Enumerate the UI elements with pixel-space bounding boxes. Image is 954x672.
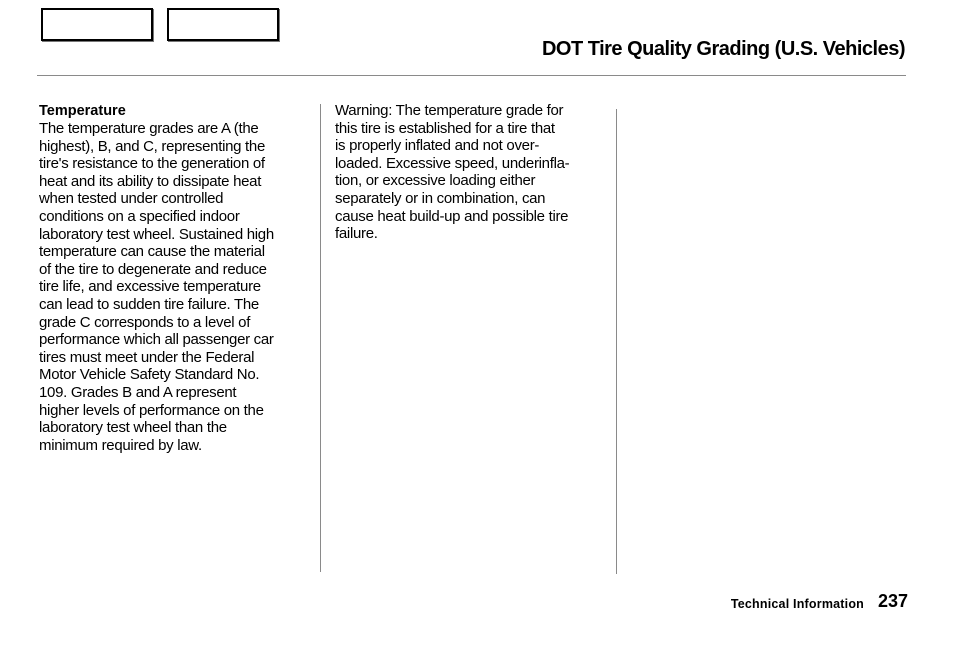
text-line: is properly inflated and not over- (335, 137, 540, 155)
text-line: tire life, and excessive temperature (39, 278, 261, 296)
temperature-paragraph (39, 120, 317, 454)
text-line: of the tire to degenerate and reduce (39, 260, 267, 278)
text-line: 109. Grades B and A represent (39, 383, 237, 401)
text-line: heat and its ability to dissipate heat (39, 172, 262, 190)
text-line: loaded. Excessive speed, underinfla- (335, 154, 570, 172)
text-line: temperature can cause the material (39, 243, 265, 261)
text-line: can lead to sudden tire failure. The (39, 295, 259, 313)
header-divider (37, 75, 906, 76)
text-line: The temperature grades are A (the (39, 120, 259, 137)
text-line: tire's resistance to the generation of (39, 155, 265, 173)
column-divider (616, 109, 617, 574)
text-line: higher levels of performance on the (39, 401, 264, 419)
footer-section-label: Technical Information (730, 597, 864, 611)
text-line: this tire is established for a tire that (335, 119, 555, 137)
text-line: grade C corresponds to a level of (39, 313, 251, 331)
column-left (39, 102, 317, 454)
section-heading: Temperature (39, 103, 126, 119)
text-line: cause heat build-up and possible tire (335, 207, 569, 225)
column-middle (335, 102, 610, 243)
warning-paragraph (335, 102, 610, 243)
nav-button-previous[interactable] (41, 8, 153, 41)
text-line: laboratory test wheel than the (39, 419, 227, 437)
text-line: Motor Vehicle Safety Standard No. (39, 366, 260, 384)
page-number: 237 (877, 591, 908, 611)
page-title: DOT Tire Quality Grading (U.S. Vehicles) (541, 38, 905, 60)
text-line: conditions on a specified indoor (39, 207, 240, 225)
text-line: failure. (335, 225, 378, 243)
nav-button-next[interactable] (167, 8, 279, 41)
text-line: tires must meet under the Federal (39, 348, 255, 366)
text-line: performance which all passenger car (39, 331, 274, 349)
text-line: when tested under controlled (39, 190, 224, 208)
text-line: tion, or excessive loading either (335, 172, 536, 190)
column-divider (320, 104, 321, 572)
text-line: separately or in combination, can (335, 189, 546, 207)
text-line: Warning: The temperature grade for (335, 102, 564, 119)
text-line: laboratory test wheel. Sustained high (39, 225, 274, 243)
text-line: highest), B, and C, representing the (39, 137, 266, 155)
text-line: minimum required by law. (39, 436, 202, 454)
